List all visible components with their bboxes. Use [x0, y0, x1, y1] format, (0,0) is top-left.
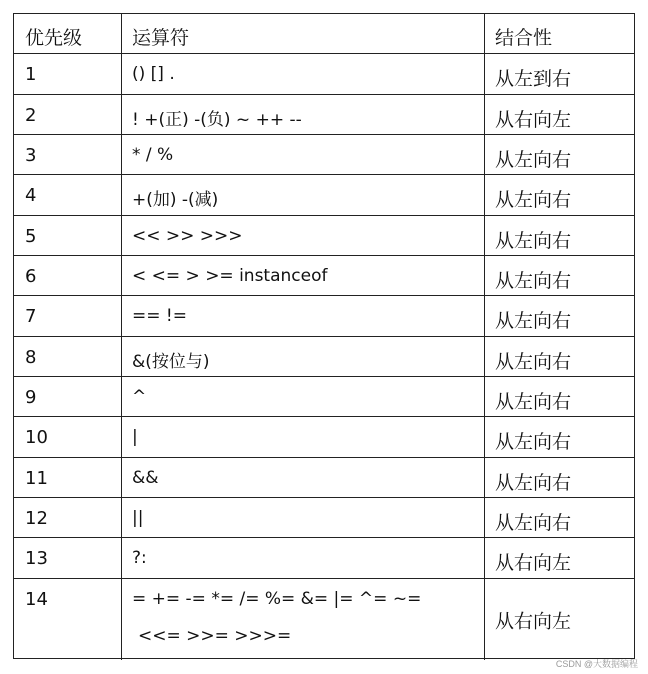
operators-value: &(按位与): [132, 352, 210, 372]
priority-value: 4: [25, 185, 37, 206]
priority-cell: [14, 498, 122, 537]
operators-cell: [122, 377, 485, 416]
associativity-value: 从左向右: [495, 189, 572, 211]
operators-cell: [122, 256, 485, 295]
priority-value: 13: [25, 548, 48, 569]
operators-cell: [122, 216, 485, 255]
priority-value: 1: [25, 64, 37, 85]
priority-value: 9: [25, 387, 37, 408]
associativity-cell: [485, 296, 634, 336]
table-row: [14, 498, 634, 538]
associativity-cell: [485, 377, 634, 416]
header-cell: [14, 14, 122, 53]
priority-cell: [14, 579, 122, 660]
operators-value: &&: [132, 468, 159, 488]
associativity-cell: [485, 579, 634, 660]
operators-cell: [122, 579, 485, 660]
priority-cell: [14, 458, 122, 497]
operator-precedence-table: [13, 13, 635, 659]
operators-value: = += -= *= /= %= &= |= ^= ~=: [132, 589, 422, 609]
operators-value: +(加) -(减): [132, 190, 219, 210]
associativity-cell: [485, 175, 634, 215]
priority-value: 6: [25, 266, 37, 287]
priority-value: 12: [25, 508, 48, 529]
priority-cell: [14, 538, 122, 578]
table-row: [14, 377, 634, 417]
operators-value: ||: [132, 508, 144, 528]
associativity-value: 从右向左: [495, 552, 572, 574]
table-row: [14, 296, 634, 337]
associativity-value: 从右向左: [495, 610, 572, 632]
operators-cell: [122, 337, 485, 376]
operators-value-line2: <<= >>= >>>=: [138, 626, 292, 646]
priority-value: 14: [25, 589, 48, 610]
associativity-cell: [485, 216, 634, 255]
priority-value: 10: [25, 427, 48, 448]
table-row: [14, 538, 634, 579]
operators-cell: [122, 175, 485, 215]
header-cell: [485, 14, 634, 53]
table-row: [14, 135, 634, 175]
operators-cell: [122, 417, 485, 457]
table-row: [14, 579, 634, 660]
operators-value: ^: [132, 387, 147, 407]
associativity-value: 从左向右: [495, 472, 572, 494]
priority-cell: [14, 175, 122, 215]
operators-cell: [122, 498, 485, 537]
operators-cell: [122, 538, 485, 578]
table-row: [14, 95, 634, 135]
operators-value: ! +(正) -(负) ~ ++ --: [132, 110, 302, 130]
associativity-value: 从左向右: [495, 149, 572, 171]
table-row: [14, 337, 634, 377]
operators-value: == !=: [132, 306, 187, 326]
table-row: [14, 54, 634, 95]
associativity-cell: [485, 135, 634, 174]
operators-value: * / %: [132, 145, 174, 165]
priority-cell: [14, 337, 122, 376]
operators-cell: [122, 54, 485, 94]
table-row: [14, 216, 634, 256]
operators-value: << >> >>>: [132, 226, 243, 246]
priority-cell: [14, 95, 122, 134]
associativity-cell: [485, 256, 634, 295]
priority-cell: [14, 135, 122, 174]
associativity-value: 从左向右: [495, 351, 572, 373]
associativity-value: 从左向右: [495, 391, 572, 413]
priority-cell: [14, 296, 122, 336]
associativity-value: 从左向右: [495, 270, 572, 292]
priority-value: 5: [25, 226, 37, 247]
operators-value: < <= > >= instanceof: [132, 266, 328, 286]
operators-cell: [122, 135, 485, 174]
associativity-cell: [485, 54, 634, 94]
priority-value: 3: [25, 145, 37, 166]
table-row: [14, 175, 634, 216]
priority-value: 11: [25, 468, 48, 489]
operators-value: ?:: [132, 548, 147, 568]
associativity-cell: [485, 337, 634, 376]
operators-value: |: [132, 427, 138, 447]
associativity-value: 从左向右: [495, 230, 572, 252]
associativity-value: 从左向右: [495, 310, 572, 332]
associativity-cell: [485, 498, 634, 537]
priority-cell: [14, 417, 122, 457]
associativity-cell: [485, 417, 634, 457]
table-row: [14, 256, 634, 296]
priority-cell: [14, 216, 122, 255]
operators-cell: [122, 458, 485, 497]
header-associativity: 结合性: [495, 27, 553, 49]
associativity-value: 从左到右: [495, 68, 572, 90]
header-priority: 优先级: [25, 27, 83, 49]
priority-value: 7: [25, 306, 37, 327]
watermark: CSDN @大数据编程: [555, 659, 638, 669]
associativity-value: 从左向右: [495, 431, 572, 453]
operators-cell: [122, 95, 485, 134]
associativity-cell: [485, 95, 634, 134]
operators-value: () [] .: [132, 64, 175, 84]
table-header-row: [14, 14, 634, 54]
operators-cell: [122, 296, 485, 336]
priority-cell: [14, 54, 122, 94]
table-row: [14, 458, 634, 498]
associativity-value: 从右向左: [495, 109, 572, 131]
table-row: [14, 417, 634, 458]
priority-cell: [14, 377, 122, 416]
associativity-cell: [485, 538, 634, 578]
priority-cell: [14, 256, 122, 295]
header-operators: 运算符: [132, 27, 190, 49]
associativity-cell: [485, 458, 634, 497]
header-cell: [122, 14, 485, 53]
priority-value: 2: [25, 105, 37, 126]
priority-value: 8: [25, 347, 37, 368]
associativity-value: 从左向右: [495, 512, 572, 534]
